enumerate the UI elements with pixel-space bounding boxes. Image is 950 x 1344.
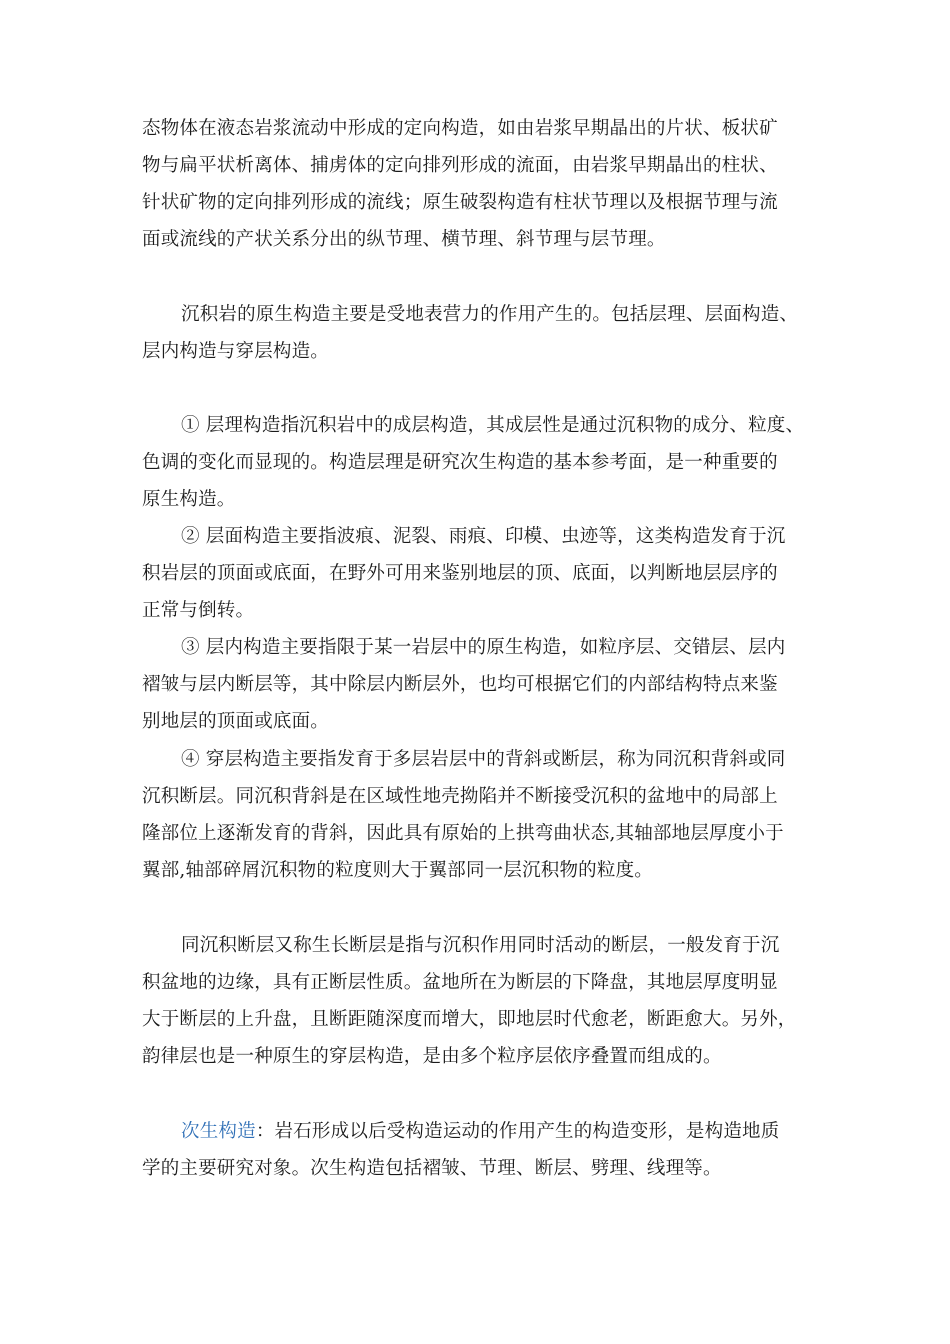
text-line: 翼部,轴部碎屑沉积物的粒度则大于翼部同一层沉积物的粒度。	[142, 860, 653, 881]
text-line: 韵律层也是一种原生的穿层构造，是由多个粒序层依序叠置而组成的。	[142, 1046, 722, 1067]
term-secondary-structure: 次生构造	[181, 1121, 256, 1142]
text-line: 积盆地的边缘，具有正断层性质。盆地所在为断层的下降盘，其地层厚度明显	[142, 972, 778, 993]
text-line: 积岩层的顶面或底面，在野外可用来鉴别地层的顶、底面，以判断地层层序的	[142, 563, 778, 584]
text-line: ④ 穿层构造主要指发育于多层岩层中的背斜或断层，称为同沉积背斜或同	[181, 749, 786, 770]
text-line	[181, 1120, 779, 1144]
text-line: 层内构造与穿层构造。	[142, 341, 330, 362]
text-line: 针状矿物的定向排列形成的流线；原生破裂构造有柱状节理以及根据节理与流	[142, 192, 778, 213]
text-line: 态物体在液态岩浆流动中形成的定向构造，如由岩浆早期晶出的片状、板状矿	[142, 118, 778, 139]
text-line: ① 层理构造指沉积岩中的成层构造，其成层性是通过沉积物的成分、粒度、	[181, 415, 805, 436]
text-line: 学的主要研究对象。次生构造包括褶皱、节理、断层、劈理、线理等。	[142, 1158, 722, 1179]
text-line: 大于断层的上升盘，且断距随深度而增大，即地层时代愈老，断距愈大。另外，	[142, 1009, 797, 1030]
text-line: 沉积断层。同沉积背斜是在区域性地壳拗陷并不断接受沉积的盆地中的局部上	[142, 786, 778, 807]
text-line: 隆部位上逐渐发育的背斜，因此具有原始的上拱弯曲状态,其轴部地层厚度小于	[142, 823, 784, 844]
text-line: 面或流线的产状关系分出的纵节理、横节理、斜节理与层节理。	[142, 229, 666, 250]
text-line: 褶皱与层内断层等，其中除层内断层外，也均可根据它们的内部结构特点来鉴	[142, 674, 778, 695]
text-line: 原生构造。	[142, 489, 236, 510]
text-line: ② 层面构造主要指波痕、泥裂、雨痕、印模、虫迹等，这类构造发育于沉	[181, 526, 786, 547]
text-line: 同沉积断层又称生长断层是指与沉积作用同时活动的断层，一般发育于沉	[181, 935, 780, 956]
text-line: 沉积岩的原生构造主要是受地表营力的作用产生的。包括层理、层面构造、	[181, 304, 799, 325]
text-line: 色调的变化而显现的。构造层理是研究次生构造的基本参考面，是一种重要的	[142, 452, 778, 473]
text-line: 正常与倒转。	[142, 600, 255, 621]
text-line: 别地层的顶面或底面。	[142, 711, 330, 732]
text-line: ③ 层内构造主要指限于某一岩层中的原生构造，如粒序层、交错层、层内	[181, 637, 786, 658]
text-line: 物与扁平状析离体、捕虏体的定向排列形成的流面，由岩浆早期晶出的柱状、	[142, 155, 778, 176]
text-span: ：岩石形成以后受构造运动的作用产生的构造变形，是构造地质	[255, 1121, 780, 1142]
